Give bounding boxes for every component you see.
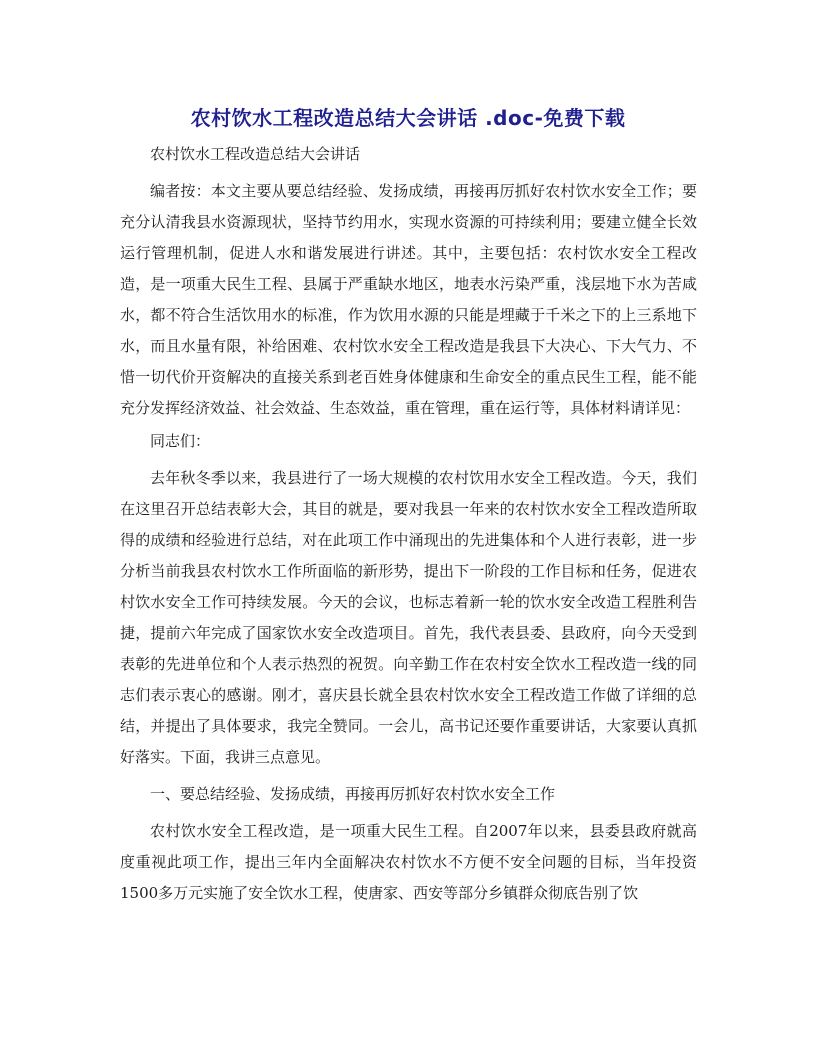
body-paragraph-2: 农村饮水安全工程改造，是一项重大民生工程。自2007年以来，县委县政府就高度重视此项工作，提出三年内全面解决农村饮水不方便不安全问题的目标，当年投资1500多万元实施了安全饮水工程，使唐家、西安等部分乡镇群众彻底告别了饮 bbox=[120, 822, 697, 902]
document-title: 农村饮水工程改造总结大会讲话 .doc-免费下载 bbox=[190, 106, 626, 130]
document-subtitle: 农村饮水工程改造总结大会讲话 bbox=[150, 145, 361, 163]
document-body bbox=[120, 139, 697, 915]
section-heading: 一、要总结经验、发扬成绩，再接再厉抓好农村饮水安全工作 bbox=[150, 785, 556, 803]
greeting-paragraph: 同志们： bbox=[150, 432, 211, 450]
editor-note-paragraph: 编者按：本文主要从要总结经验、发扬成绩，再接再厉抓好农村饮水安全工作；要充分认清我县水资源现状，坚持节约用水，实现水资源的可持续利用；要建立健全长效运行管理机制，促进人水和谐发展进行讲述。其中，主要包括：农村饮水安全工程改造，是一项重大民生工程、县属于严重缺水地区，地表水污染严重，浅层地下水为苦咸水，都不符合生活饮用水的标准，作为饮用水源的只能是埋藏于千米之下的上三系地下水，而且水量有限，补给困难、农村饮水安全工程改造是我县下大决心、下大气力、不惜一切代价开资解决的直接关系到老百姓身体健康和生命安全的重点民生工程，能不能充分发挥经济效益、社会效益、生态效益，重在管理，重在运行等，具体材料请详见： bbox=[120, 182, 697, 417]
body-paragraph-1: 去年秋冬季以来，我县进行了一场大规模的农村饮用水安全工程改造。今天，我们在这里召开总结表彰大会，其目的就是，要对我县一年来的农村饮水安全工程改造所取得的成绩和经验进行总结，对在此项工作中涌现出的先进集体和个人进行表彰，进一步分析当前我县农村饮水工作所面临的新形势，提出下一阶段的工作目标和任务，促进农村饮水安全工作可持续发展。今天的会议，也标志着新一轮的饮水安全改造工程胜利告捷，提前六年完成了国家饮水安全改造项目。首先，我代表县委、县政府，向今天受到表彰的先进单位和个人表示热烈的祝贺。向辛勤工作在农村安全饮水工程改造一线的同志们表示衷心的感谢。刚才，喜庆县长就全县农村饮水安全工程改造工作做了详细的总结，并提出了具体要求，我完全赞同。一会儿，高书记还要作重要讲话，大家要认真抓好落实。下面，我讲三点意见。 bbox=[120, 469, 697, 766]
